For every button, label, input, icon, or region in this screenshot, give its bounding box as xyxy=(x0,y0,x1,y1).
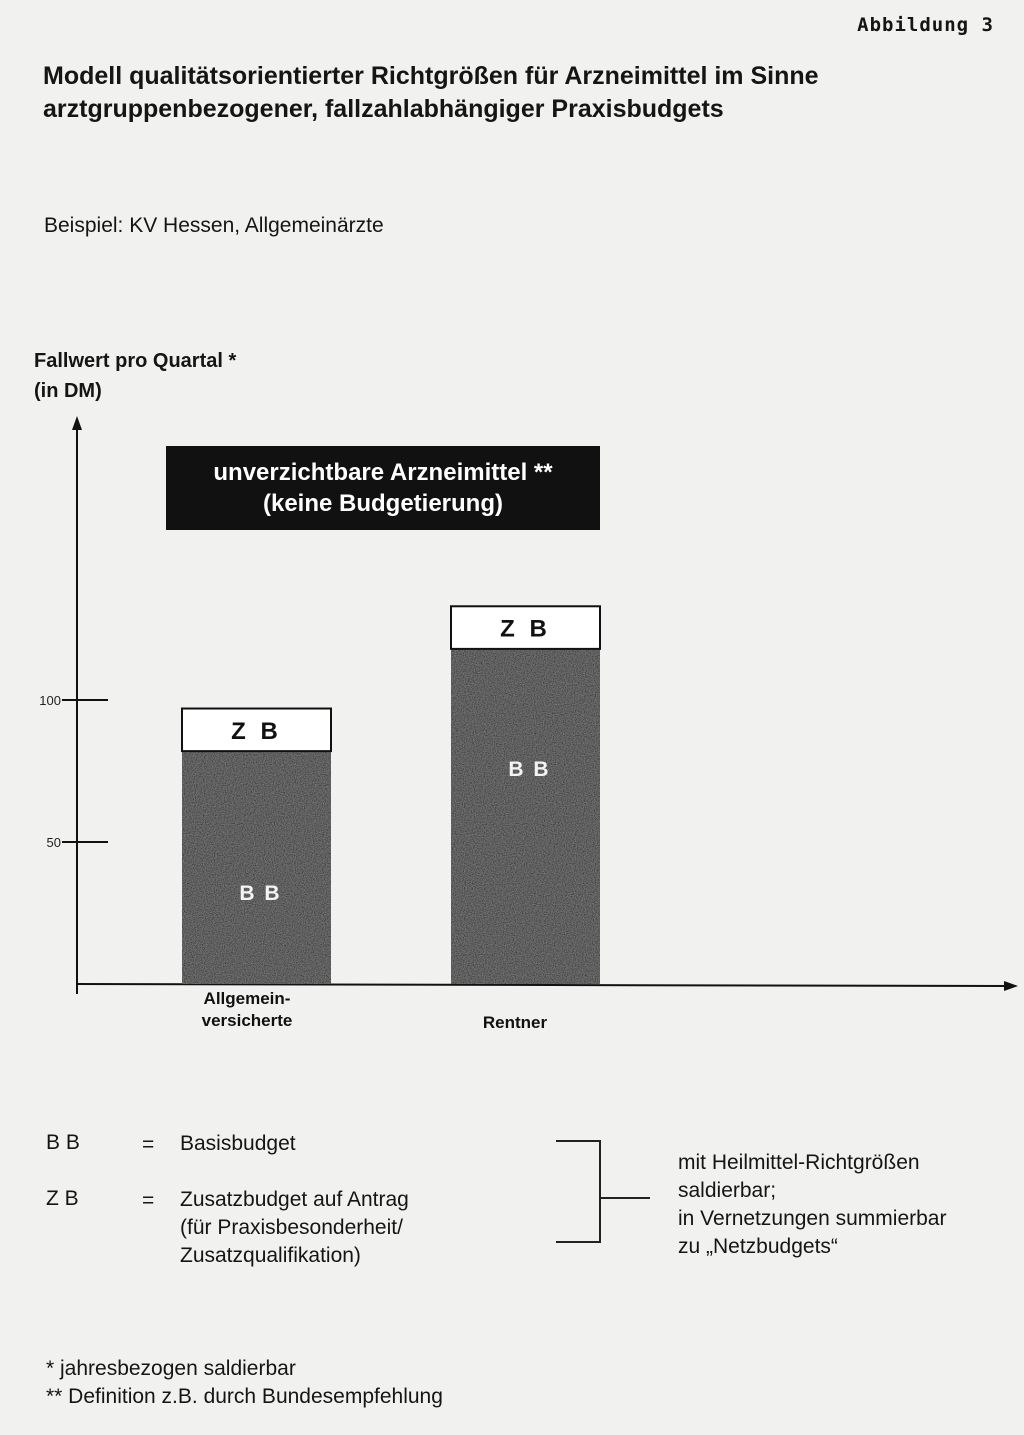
legend-eq-bb: = xyxy=(142,1133,155,1156)
legend-eq-zb: = xyxy=(142,1189,155,1212)
bar-basisbudget-2 xyxy=(451,649,600,984)
bar-basisbudget-1 xyxy=(182,751,331,984)
footnote-2: ** Definition z.B. durch Bundesempfehlung xyxy=(46,1385,443,1408)
y-axis-label-line-2: (in DM) xyxy=(34,380,102,402)
example-caption: Beispiel: KV Hessen, Allgemeinärzte xyxy=(44,214,384,237)
figure-label: Abbildung 3 xyxy=(857,14,994,36)
legend-abbr-zb: Z B xyxy=(46,1187,79,1210)
legend-bracket xyxy=(550,1135,660,1255)
footnote-1: * jahresbezogen saldierbar xyxy=(46,1357,296,1380)
x-category-label-1-line-2: versicherte xyxy=(201,1011,293,1030)
legend-text-bb-line-1: Basisbudget xyxy=(180,1132,296,1155)
title-line-1: Modell qualitätsorientierter Richtgrößen für Arzneimittel im Sinne xyxy=(43,62,819,90)
legend-note-line-1: mit Heilmittel-Richtgrößen xyxy=(678,1151,920,1174)
legend-text-bb xyxy=(180,1130,296,1158)
legend-text-zb xyxy=(180,1186,409,1270)
x-axis-arrow xyxy=(1004,981,1018,991)
legend-text-zb-line-2: (für Praxisbesonderheit/ xyxy=(180,1216,403,1239)
banner-line-1: unverzichtbare Arzneimittel ** xyxy=(213,459,553,486)
legend-text-zb-line-3: Zusatzqualifikation) xyxy=(180,1244,361,1267)
y-tick-label-50: 50 xyxy=(46,835,61,850)
y-axis-arrow xyxy=(72,416,82,430)
segment-label-zb-2: Z B xyxy=(500,615,551,643)
segment-label-zb-1: Z B xyxy=(231,717,282,745)
banner-line-2: (keine Budgetierung) xyxy=(262,490,503,517)
x-axis-line xyxy=(77,984,1010,986)
y-tick-label-100: 100 xyxy=(39,693,61,708)
legend-text-zb-line-1: Zusatzbudget auf Antrag xyxy=(180,1188,409,1211)
banner-unverzichtbare-arzneimittel xyxy=(166,446,600,530)
segment-label-bb-2: B B xyxy=(508,758,551,782)
legend-note xyxy=(678,1149,946,1261)
y-axis-label-line-1: Fallwert pro Quartal * xyxy=(34,350,237,372)
x-category-label-1-line-1: Allgemein- xyxy=(203,989,291,1008)
legend-note-line-2: saldierbar; xyxy=(678,1179,777,1202)
segment-label-bb-1: B B xyxy=(239,882,282,906)
legend-note-line-3: in Vernetzungen summierbar xyxy=(678,1207,947,1230)
legend-note-line-4: zu „Netzbudgets“ xyxy=(678,1235,838,1258)
bars xyxy=(182,606,600,984)
legend-abbr-bb: B B xyxy=(46,1131,80,1154)
x-category-label-2-line-1: Rentner xyxy=(482,1013,548,1032)
title-line-2: arztgruppenbezogener, fallzahlabhängiger Praxisbudgets xyxy=(43,95,724,123)
